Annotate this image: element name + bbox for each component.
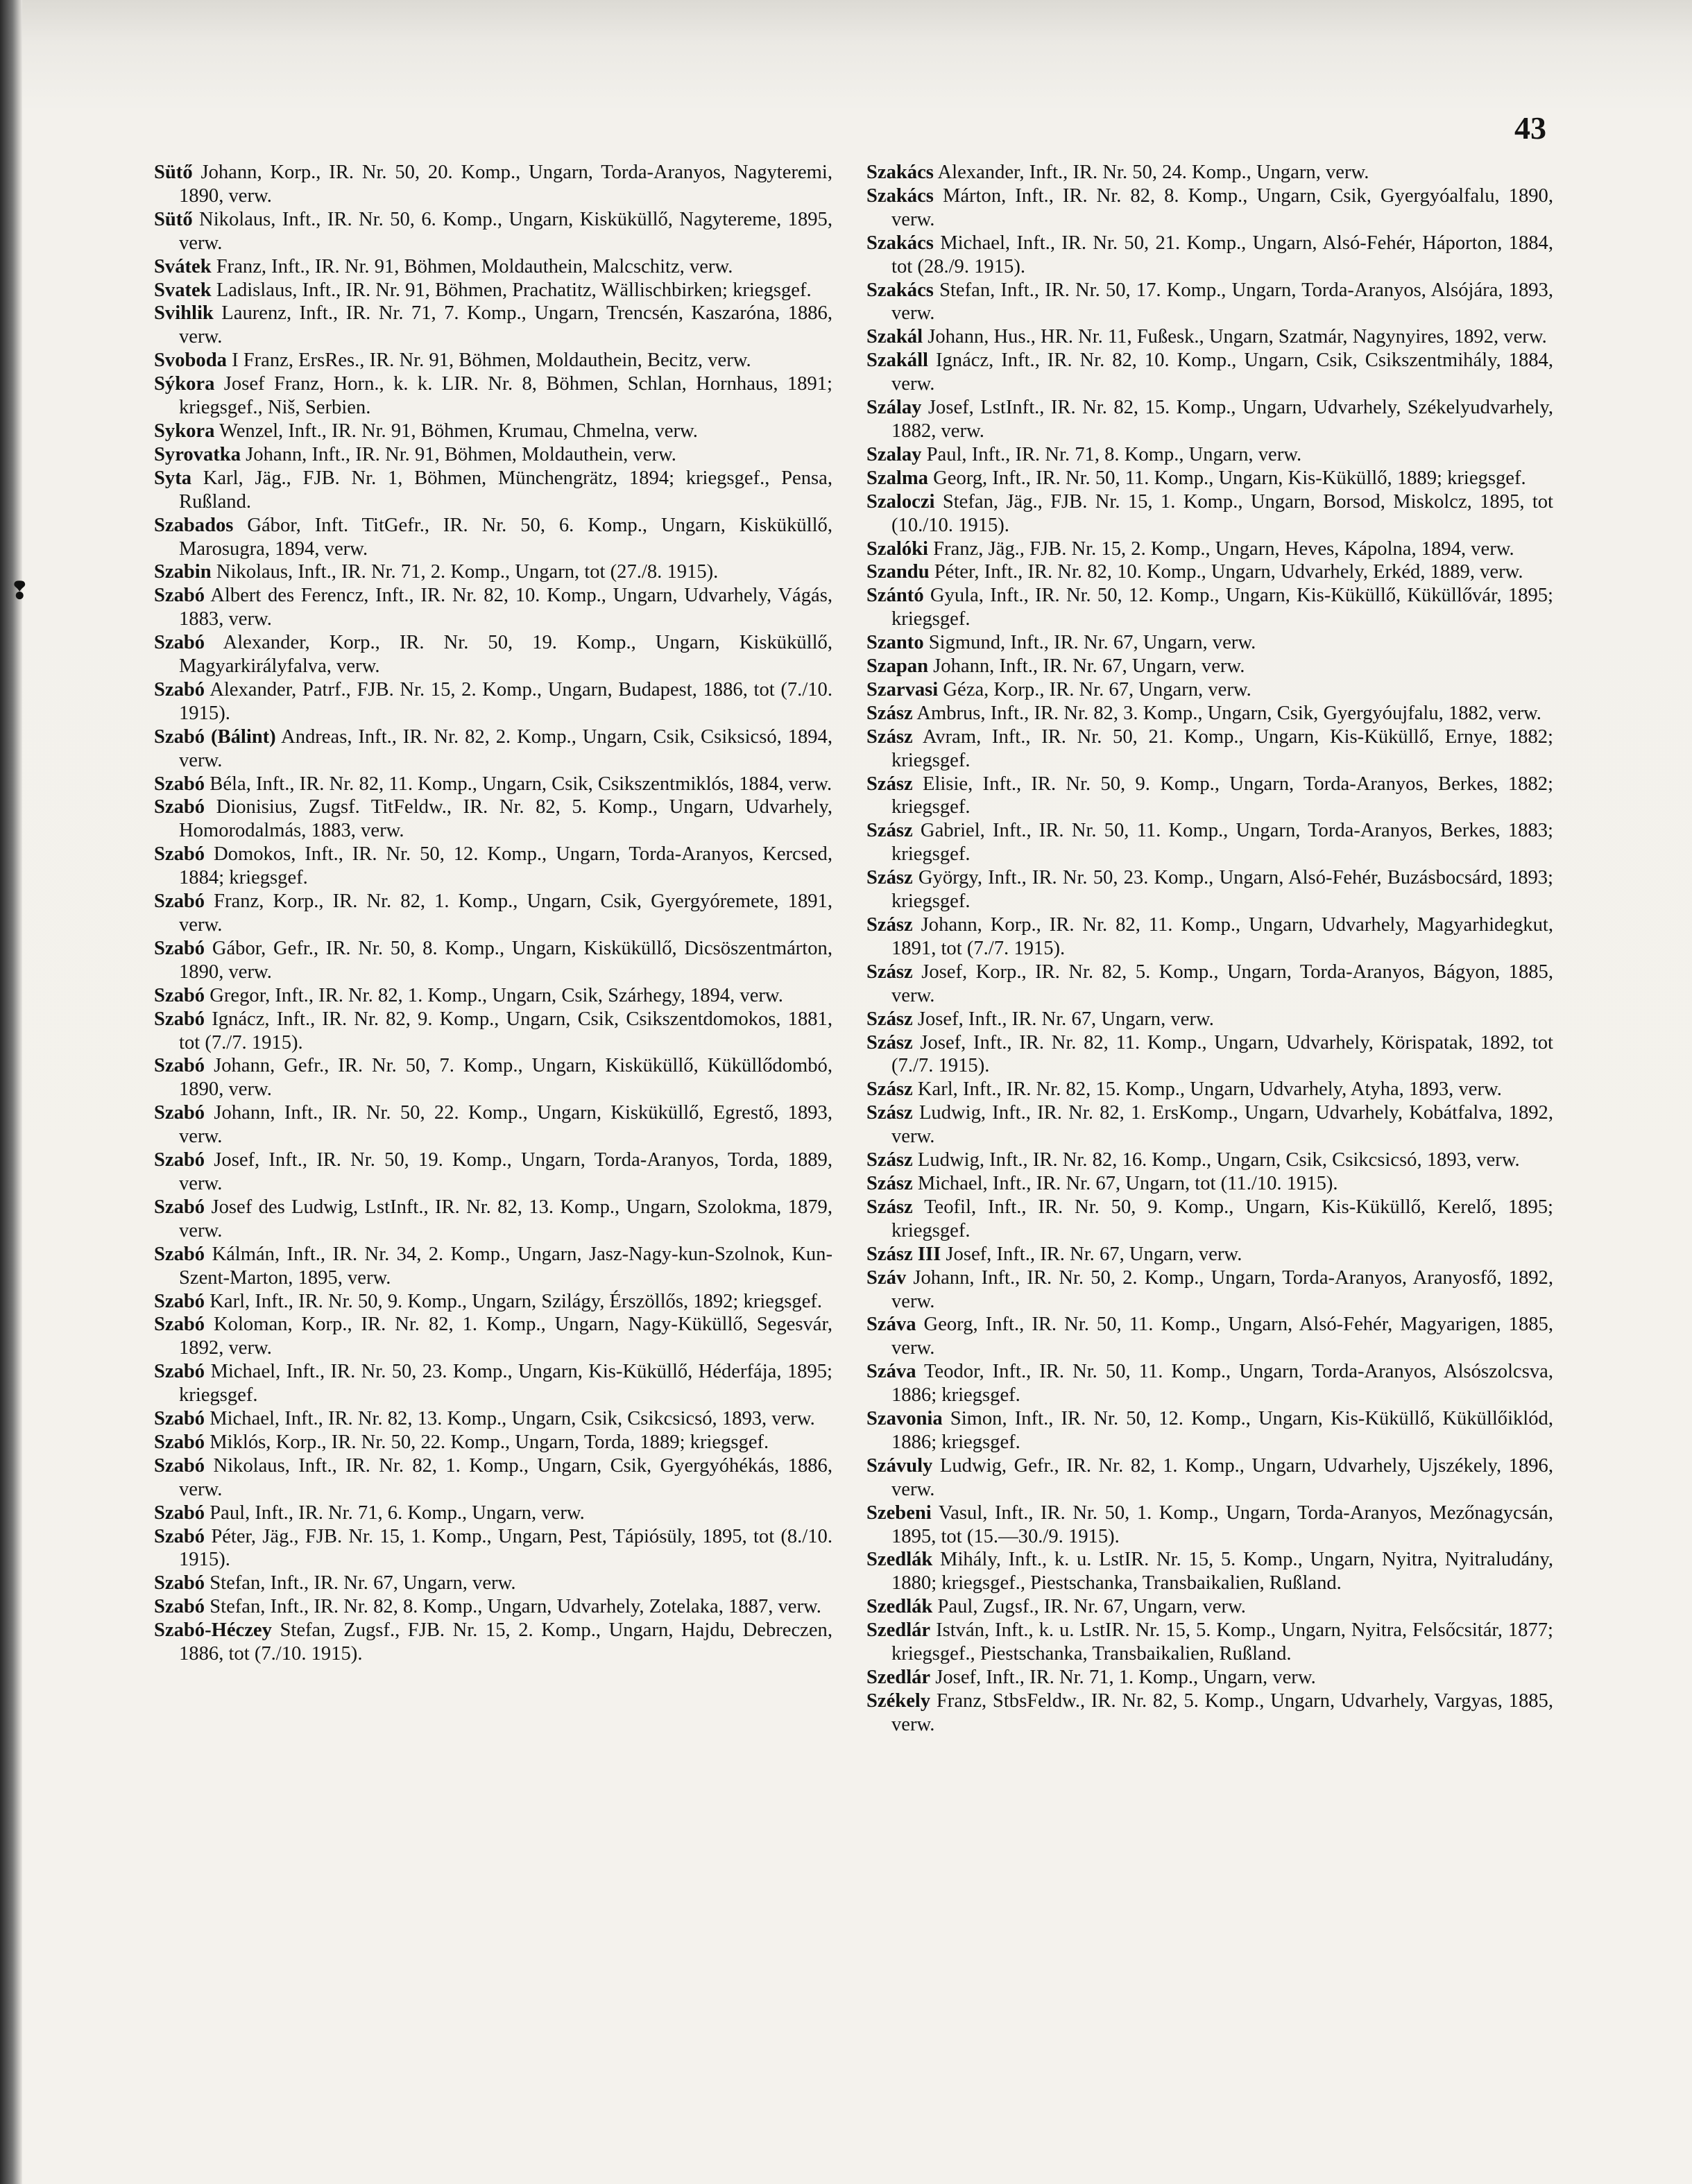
entry-details: Simon, Inft., IR. Nr. 50, 12. Komp., Ungarn, Kis-Küküllő, Küküllőiklód, 1886; kriegsgef. xyxy=(891,1408,1553,1453)
entry-surname: Szabó xyxy=(154,1408,205,1430)
entry-details: Michael, Inft., IR. Nr. 82, 13. Komp., Ungarn, Csik, Csikcsicsó, 1893, verw. xyxy=(210,1408,815,1430)
entry-surname: Szász xyxy=(866,1172,913,1194)
entry-details: Gyula, Inft., IR. Nr. 50, 12. Komp., Ungarn, Kis-Küküllő, Küküllővár, 1895; kriegsgef. xyxy=(891,585,1554,630)
casualty-entry xyxy=(154,937,832,984)
casualty-entry xyxy=(154,1525,832,1572)
casualty-entry xyxy=(866,1619,1553,1666)
casualty-entry xyxy=(866,161,1553,184)
casualty-entry xyxy=(154,1196,832,1243)
entry-surname: Szabó xyxy=(154,1525,205,1547)
right-column xyxy=(866,161,1553,1737)
entry-details: Nikolaus, Inft., IR. Nr. 50, 6. Komp., Ungarn, Kisküküllő, Nagytereme, 1895, verw. xyxy=(179,208,832,254)
entry-details: István, Inft., k. u. LstIR. Nr. 15, 5. Komp., Ungarn, Nyitra, Felsőcsitár, 1877; kriegsgef., Piestschanka, Transbaikalien, Rußland. xyxy=(891,1619,1553,1665)
casualty-entry xyxy=(866,584,1553,631)
entry-details: Alexander, Korp., IR. Nr. 50, 19. Komp., Ungarn, Kisküküllő, Magyarkirályfalva, verw. xyxy=(179,632,832,678)
entry-surname: Szakács xyxy=(866,162,934,183)
entry-details: Johann, Korp., IR. Nr. 82, 11. Komp., Ungarn, Udvarhely, Magyarhidegkut, 1891, tot (7./7. 1915). xyxy=(891,914,1553,959)
entry-surname: Szabó (Bálint) xyxy=(154,725,276,748)
entry-details: Karl, Inft., IR. Nr. 82, 15. Komp., Ungarn, Udvarhely, Atyha, 1893, verw. xyxy=(917,1078,1502,1101)
entry-surname: Szász xyxy=(866,961,913,983)
entry-surname: Sýkora xyxy=(154,373,215,395)
entry-details: Karl, Inft., IR. Nr. 50, 9. Komp., Ungarn, Szilágy, Érszöllős, 1892; kriegsgef. xyxy=(210,1290,823,1312)
entry-surname: Szakács xyxy=(866,184,934,207)
entry-surname: Szakáll xyxy=(866,350,928,372)
casualty-entry xyxy=(154,372,832,420)
casualty-entry xyxy=(866,725,1553,773)
casualty-entry xyxy=(866,490,1553,538)
entry-details: Wenzel, Inft., IR. Nr. 91, Böhmen, Krumau, Chmelna, verw. xyxy=(219,420,698,442)
casualty-entry xyxy=(866,1031,1553,1078)
entry-surname: Szász xyxy=(866,1008,913,1030)
entry-details: Johann, Inft., IR. Nr. 50, 2. Komp., Ungarn, Torda-Aranyos, Aranyosfő, 1892, verw. xyxy=(891,1266,1553,1312)
casualty-entry xyxy=(866,1078,1553,1101)
entry-details: Georg, Inft., IR. Nr. 50, 11. Komp., Ungarn, Alsó-Fehér, Magyarigen, 1885, verw. xyxy=(891,1314,1554,1359)
entry-surname: Szabó xyxy=(154,632,205,654)
entry-surname: Szaloczi xyxy=(866,490,935,513)
entry-surname: Szász xyxy=(866,1196,913,1218)
entry-surname: Szavonia xyxy=(866,1408,943,1430)
casualty-entry xyxy=(154,1572,832,1595)
entry-details: Johann, Korp., IR. Nr. 50, 20. Komp., Ungarn, Torda-Aranyos, Nagyteremi, 1890, verw. xyxy=(179,162,832,207)
entry-surname: Szálay xyxy=(866,397,922,419)
entry-details: Josef Franz, Horn., k. k. LIR. Nr. 8, Böhmen, Schlan, Hornhaus, 1891; kriegsgef., Niš, Serbien. xyxy=(179,373,832,419)
entry-details: Michael, Inft., IR. Nr. 67, Ungarn, tot (11./10. 1915). xyxy=(917,1172,1338,1194)
entry-details: Josef, Inft., IR. Nr. 67, Ungarn, verw. xyxy=(917,1008,1214,1030)
casualty-entry xyxy=(866,866,1553,913)
casualty-entry xyxy=(866,1008,1553,1031)
casualty-entry xyxy=(154,678,832,725)
entry-details: Ignácz, Inft., IR. Nr. 82, 9. Komp., Ungarn, Csik, Csikszentdomokos, 1881, tot (7./7. 1915). xyxy=(179,1008,832,1054)
entry-details: Karl, Jäg., FJB. Nr. 1, Böhmen, Münchengrätz, 1894; kriegsgef., Pensa, Rußland. xyxy=(179,467,832,513)
casualty-entry xyxy=(154,631,832,678)
entry-surname: Szabó xyxy=(154,585,205,607)
entry-details: Paul, Inft., IR. Nr. 71, 6. Komp., Ungarn, verw. xyxy=(210,1502,585,1524)
entry-details: Paul, Zugsf., IR. Nr. 67, Ungarn, verw. xyxy=(937,1596,1246,1618)
scan-edge xyxy=(0,0,22,2184)
casualty-entry xyxy=(866,396,1553,443)
entry-details: Paul, Inft., IR. Nr. 71, 8. Komp., Ungarn, verw. xyxy=(926,443,1302,465)
entry-details: Stefan, Zugsf., FJB. Nr. 15, 2. Komp., Ungarn, Hajdu, Debreczen, 1886, tot (7./10. 1915). xyxy=(179,1619,832,1665)
entry-surname: Szász xyxy=(866,1031,913,1054)
entry-surname: Svoboda xyxy=(154,350,227,372)
entry-details: Alexander, Patrf., FJB. Nr. 15, 2. Komp., Ungarn, Budapest, 1886, tot (7./10. 1915). xyxy=(179,678,832,724)
entry-surname: Szabó xyxy=(154,1008,205,1030)
casualty-entry xyxy=(866,1266,1553,1314)
entry-details: Géza, Korp., IR. Nr. 67, Ungarn, verw. xyxy=(943,678,1251,700)
entry-surname: Szász xyxy=(866,1102,913,1124)
casualty-entry xyxy=(154,984,832,1008)
casualty-entry xyxy=(866,1196,1553,1243)
entry-surname: Szabó xyxy=(154,1196,205,1218)
entry-details: Franz, StbsFeldw., IR. Nr. 82, 5. Komp., Ungarn, Udvarhely, Vargyas, 1885, verw. xyxy=(891,1689,1553,1735)
entry-surname: Szabó xyxy=(154,1361,205,1383)
entry-details: Ladislaus, Inft., IR. Nr. 91, Böhmen, Prachatitz, Wällischbirken; kriegsgef. xyxy=(216,279,812,301)
casualty-entry xyxy=(154,1407,832,1431)
entry-surname: Szász xyxy=(866,820,913,842)
casualty-entry xyxy=(866,1360,1553,1407)
entry-surname: Szalay xyxy=(866,443,922,465)
entry-surname: Szabó xyxy=(154,1454,205,1477)
casualty-entry xyxy=(154,584,832,631)
casualty-entry xyxy=(866,655,1553,678)
entry-details: Stefan, Inft., IR. Nr. 50, 17. Komp., Ungarn, Torda-Aranyos, Alsójára, 1893, verw. xyxy=(891,279,1554,325)
entry-details: Márton, Inft., IR. Nr. 82, 8. Komp., Ungarn, Csik, Gyergyóalfalu, 1890, verw. xyxy=(891,184,1553,230)
entry-surname: Szapan xyxy=(866,655,928,678)
entry-surname: Szabó xyxy=(154,1502,205,1524)
entry-details: Michael, Inft., IR. Nr. 50, 21. Komp., Ungarn, Alsó-Fehér, Háporton, 1884, tot (28./9. 1915). xyxy=(891,232,1553,277)
casualty-entry xyxy=(866,1407,1553,1454)
entry-surname: Szász xyxy=(866,702,913,724)
entry-details: Johann, Inft., IR. Nr. 91, Böhmen, Moldauthein, verw. xyxy=(246,443,676,465)
casualty-entry xyxy=(154,725,832,773)
casualty-entry xyxy=(866,443,1553,467)
entry-surname: Szalma xyxy=(866,467,928,489)
entry-details: Mihály, Inft., k. u. LstIR. Nr. 15, 5. Komp., Ungarn, Nyitra, Nyitraludány, 1880; kriegsgef., Piestschanka, Transbaikalien, Rußland. xyxy=(891,1549,1553,1594)
casualty-entry xyxy=(154,1054,832,1101)
entry-surname: Szabó xyxy=(154,1431,205,1453)
entry-surname: Szedlár xyxy=(866,1619,931,1642)
entry-details: Michael, Inft., IR. Nr. 50, 23. Komp., Ungarn, Kis-Küküllő, Héderfája, 1895; kriegsgef. xyxy=(179,1361,832,1407)
entry-surname: Svatek xyxy=(154,279,212,301)
entry-surname: Székely xyxy=(866,1689,931,1712)
casualty-entry xyxy=(154,1360,832,1407)
entry-surname: Szász xyxy=(866,914,913,936)
entry-details: Nikolaus, Inft., IR. Nr. 71, 2. Komp., Ungarn, tot (27./8. 1915). xyxy=(216,561,719,583)
entry-details: Josef des Ludwig, LstInft., IR. Nr. 82, 13. Komp., Ungarn, Szolokma, 1879, verw. xyxy=(179,1196,832,1241)
entry-details: Péter, Inft., IR. Nr. 82, 10. Komp., Ungarn, Udvarhely, Erkéd, 1889, verw. xyxy=(934,561,1523,583)
entry-details: Gábor, Inft. TitGefr., IR. Nr. 50, 6. Komp., Ungarn, Kisküküllő, Marosugra, 1894, verw. xyxy=(179,514,832,560)
entry-surname: Szász xyxy=(866,867,913,889)
casualty-entry xyxy=(866,232,1553,279)
page-number: 43 xyxy=(1514,110,1546,146)
casualty-entry xyxy=(154,1008,832,1055)
entry-surname: Szász xyxy=(866,725,913,748)
entry-details: Vasul, Inft., IR. Nr. 50, 1. Komp., Ungarn, Torda-Aranyos, Mezőnagycsán, 1895, tot (15.—30./9. 1915). xyxy=(891,1502,1553,1547)
entry-details: Ludwig, Inft., IR. Nr. 82, 1. ErsKomp., Ungarn, Udvarhely, Kobátfalva, 1892, verw. xyxy=(891,1102,1553,1148)
entry-details: Dionisius, Zugsf. TitFeldw., IR. Nr. 82, 5. Komp., Ungarn, Udvarhely, Homorodalmás, 1883, verw. xyxy=(179,796,833,842)
entry-surname: Szász xyxy=(866,773,913,795)
entry-details: I Franz, ErsRes., IR. Nr. 91, Böhmen, Moldauthein, Becitz, verw. xyxy=(232,350,751,372)
entry-details: Franz, Inft., IR. Nr. 91, Böhmen, Moldauthein, Malcschitz, verw. xyxy=(216,255,733,277)
entry-surname: Szabó xyxy=(154,1572,205,1594)
entry-surname: Syta xyxy=(154,467,192,489)
casualty-entry xyxy=(154,1149,832,1196)
entry-details: Elisie, Inft., IR. Nr. 50, 9. Komp., Ungarn, Torda-Aranyos, Berkes, 1882; kriegsgef. xyxy=(891,773,1553,818)
casualty-entry xyxy=(866,702,1553,725)
casualty-entry xyxy=(866,1548,1553,1595)
casualty-entry xyxy=(154,1101,832,1149)
casualty-entry xyxy=(866,1313,1553,1360)
entry-surname: Szávuly xyxy=(866,1454,933,1477)
casualty-entry xyxy=(866,1689,1553,1737)
entry-surname: Svátek xyxy=(154,255,212,277)
casualty-entry xyxy=(866,325,1553,349)
entry-surname: Szabó xyxy=(154,678,205,700)
casualty-entry xyxy=(154,1619,832,1666)
entry-surname: Szedlár xyxy=(866,1667,931,1688)
entry-details: Sigmund, Inft., IR. Nr. 67, Ungarn, verw. xyxy=(928,632,1256,654)
entry-details: Béla, Inft., IR. Nr. 82, 11. Komp., Ungarn, Csik, Csikszentmiklós, 1884, verw. xyxy=(210,773,832,795)
casualty-entry xyxy=(154,161,832,208)
entry-details: Miklós, Korp., IR. Nr. 50, 22. Komp., Ungarn, Torda, 1889; kriegsgef. xyxy=(210,1431,769,1453)
entry-details: Franz, Jäg., FJB. Nr. 15, 2. Komp., Ungarn, Heves, Kápolna, 1894, verw. xyxy=(933,538,1514,560)
casualty-entry xyxy=(866,773,1553,820)
casualty-entry xyxy=(866,538,1553,561)
entry-details: Gregor, Inft., IR. Nr. 82, 1. Komp., Ungarn, Csik, Szárhegy, 1894, verw. xyxy=(210,984,783,1006)
casualty-entry xyxy=(866,1666,1553,1689)
entry-details: Josef, Inft., IR. Nr. 67, Ungarn, verw. xyxy=(946,1243,1242,1265)
entry-surname: Svihlik xyxy=(154,302,214,325)
entry-surname: Szakács xyxy=(866,232,934,254)
entry-surname: Szabó xyxy=(154,937,205,959)
casualty-entry xyxy=(154,1243,832,1290)
entry-surname: Szabados xyxy=(154,514,234,536)
entry-details: Josef, LstInft., IR. Nr. 82, 15. Komp., Ungarn, Udvarhely, Székelyudvarhely, 1882, verw. xyxy=(891,397,1553,442)
entry-surname: Sütő xyxy=(154,162,193,183)
entry-surname: Syrovatka xyxy=(154,443,241,465)
entry-details: Gábor, Gefr., IR. Nr. 50, 8. Komp., Ungarn, Kisküküllő, Dicsöszentmárton, 1890, verw. xyxy=(179,937,832,983)
casualty-entry xyxy=(154,890,832,937)
entry-surname: Szabó xyxy=(154,891,205,913)
casualty-entry xyxy=(154,279,832,302)
entry-surname: Szabó xyxy=(154,796,205,818)
casualty-entry xyxy=(866,1454,1553,1502)
casualty-entry xyxy=(154,1454,832,1502)
casualty-entry xyxy=(154,420,832,443)
casualty-entry xyxy=(154,208,832,255)
casualty-entry xyxy=(866,560,1553,584)
entry-details: Péter, Jäg., FJB. Nr. 15, 1. Komp., Ungarn, Pest, Tápiósüly, 1895, tot (8./10. 1915). xyxy=(179,1525,832,1571)
casualty-entry xyxy=(154,443,832,467)
entry-details: Stefan, Inft., IR. Nr. 67, Ungarn, verw. xyxy=(210,1572,516,1594)
entry-surname: Szabó-Héczey xyxy=(154,1619,272,1642)
entry-surname: Szalóki xyxy=(866,538,928,560)
casualty-entry xyxy=(866,1243,1553,1266)
entry-surname: Szabó xyxy=(154,1290,205,1312)
entry-details: Ignácz, Inft., IR. Nr. 82, 10. Komp., Ungarn, Csik, Csikszentmihály, 1884, verw. xyxy=(891,350,1553,395)
entry-details: Ambrus, Inft., IR. Nr. 82, 3. Komp., Ungarn, Csik, Gyergyóujfalu, 1882, verw. xyxy=(916,702,1541,724)
entry-details: Josef, Inft., IR. Nr. 71, 1. Komp., Ungarn, verw. xyxy=(935,1667,1316,1688)
entry-surname: Szedlák xyxy=(866,1549,933,1571)
casualty-entry xyxy=(154,1313,832,1360)
entry-surname: Szabó xyxy=(154,984,205,1006)
entry-surname: Szabó xyxy=(154,843,205,866)
entry-details: Laurenz, Inft., IR. Nr. 71, 7. Komp., Ungarn, Trencsén, Kaszaróna, 1886, verw. xyxy=(179,302,832,348)
casualty-entry xyxy=(154,773,832,796)
entry-surname: Szabó xyxy=(154,1596,205,1618)
entry-details: Teodor, Inft., IR. Nr. 50, 11. Komp., Ungarn, Torda-Aranyos, Alsószolcsva, 1886; kriegsgef. xyxy=(891,1361,1553,1407)
entry-details: Koloman, Korp., IR. Nr. 82, 1. Komp., Ungarn, Nagy-Küküllő, Segesvár, 1892, verw. xyxy=(179,1314,832,1359)
casualty-entry xyxy=(866,1502,1553,1549)
entry-surname: Szász xyxy=(866,1149,913,1171)
entry-details: Kálmán, Inft., IR. Nr. 34, 2. Komp., Ungarn, Jasz-Nagy-kun-Szolnok, Kun-Szent-Marton, 1895, verw. xyxy=(179,1243,832,1289)
entry-details: Andreas, Inft., IR. Nr. 82, 2. Komp., Ungarn, Csik, Csiksicsó, 1894, verw. xyxy=(179,725,833,771)
casualty-entry xyxy=(866,184,1553,232)
entry-details: Josef, Inft., IR. Nr. 82, 11. Komp., Ungarn, Udvarhely, Körispatak, 1892, tot (7./7. 1915). xyxy=(891,1031,1554,1077)
casualty-entry xyxy=(154,796,832,843)
entry-details: Johann, Inft., IR. Nr. 50, 22. Komp., Ungarn, Kisküküllő, Egrestő, 1893, verw. xyxy=(179,1102,832,1148)
entry-surname: Sütő xyxy=(154,208,193,230)
casualty-entry xyxy=(866,1149,1553,1172)
entry-surname: Szabó xyxy=(154,1243,205,1265)
casualty-entry xyxy=(866,1101,1553,1149)
casualty-entry xyxy=(866,961,1553,1008)
casualty-entry xyxy=(154,1502,832,1525)
casualty-entry xyxy=(154,843,832,890)
casualty-entry xyxy=(866,349,1553,396)
entry-surname: Szabó xyxy=(154,773,205,795)
entry-surname: Sykora xyxy=(154,420,215,442)
casualty-entry xyxy=(866,467,1553,490)
entry-details: Stefan, Inft., IR. Nr. 82, 8. Komp., Ungarn, Udvarhely, Zotelaka, 1887, verw. xyxy=(210,1596,821,1618)
casualty-entry xyxy=(154,1431,832,1454)
entry-details: Franz, Korp., IR. Nr. 82, 1. Komp., Ungarn, Csik, Gyergyóremete, 1891, verw. xyxy=(179,891,832,936)
casualty-entry xyxy=(154,302,832,349)
casualty-entry xyxy=(866,913,1553,961)
casualty-entry xyxy=(866,819,1553,866)
entry-surname: Száva xyxy=(866,1361,916,1383)
casualty-entry xyxy=(154,1595,832,1619)
entry-details: Josef, Korp., IR. Nr. 82, 5. Komp., Ungarn, Torda-Aranyos, Bágyon, 1885, verw. xyxy=(891,961,1554,1006)
entry-surname: Szabó xyxy=(154,1102,205,1124)
entry-details: Ludwig, Gefr., IR. Nr. 82, 1. Komp., Ungarn, Udvarhely, Ujszékely, 1896, verw. xyxy=(891,1454,1553,1500)
casualty-entry xyxy=(154,560,832,584)
entry-details: Alexander, Inft., IR. Nr. 50, 24. Komp., Ungarn, verw. xyxy=(937,162,1369,183)
entry-surname: Szabin xyxy=(154,561,212,583)
casualty-entry xyxy=(866,678,1553,702)
entry-details: Josef, Inft., IR. Nr. 50, 19. Komp., Ungarn, Torda-Aranyos, Torda, 1889, verw. xyxy=(179,1149,832,1194)
casualty-entry xyxy=(866,279,1553,326)
casualty-entry xyxy=(154,467,832,514)
entry-surname: Szandu xyxy=(866,561,930,583)
entry-surname: Szakács xyxy=(866,279,934,301)
casualty-entry xyxy=(866,1595,1553,1619)
entry-details: Gabriel, Inft., IR. Nr. 50, 11. Komp., Ungarn, Torda-Aranyos, Berkes, 1883; kriegsgef. xyxy=(891,820,1553,866)
entry-surname: Szántó xyxy=(866,585,924,607)
entry-details: Stefan, Jäg., FJB. Nr. 15, 1. Komp., Ungarn, Borsod, Miskolcz, 1895, tot (10./10. 1915). xyxy=(891,490,1553,536)
casualty-entry xyxy=(154,349,832,372)
entry-details: Domokos, Inft., IR. Nr. 50, 12. Komp., Ungarn, Torda-Aranyos, Kercsed, 1884; kriegsgef. xyxy=(179,843,832,889)
casualty-entry xyxy=(154,1290,832,1314)
entry-details: Johann, Hus., HR. Nr. 11, Fußesk., Ungarn, Szatmár, Nagynyires, 1892, verw. xyxy=(928,326,1547,348)
margin-mark: ❢ xyxy=(10,578,30,604)
entry-surname: Szász xyxy=(866,1078,913,1101)
entry-surname: Szarvasi xyxy=(866,678,939,700)
entry-details: Johann, Inft., IR. Nr. 67, Ungarn, verw. xyxy=(933,655,1245,678)
entry-surname: Szedlák xyxy=(866,1596,933,1618)
entry-details: Albert des Ferencz, Inft., IR. Nr. 82, 10. Komp., Ungarn, Udvarhely, Vágás, 1883, verw. xyxy=(179,585,832,630)
casualty-entry xyxy=(154,514,832,561)
entry-details: György, Inft., IR. Nr. 50, 23. Komp., Ungarn, Alsó-Fehér, Buzásbocsárd, 1893; kriegsgef. xyxy=(891,867,1553,913)
entry-surname: Szabó xyxy=(154,1055,205,1077)
left-column xyxy=(154,161,832,1666)
casualty-entry xyxy=(866,631,1553,655)
entry-surname: Szanto xyxy=(866,632,924,654)
casualty-entry xyxy=(154,255,832,279)
entry-details: Teofil, Inft., IR. Nr. 50, 9. Komp., Ungarn, Kis-Küküllő, Kerelő, 1895; kriegsgef. xyxy=(891,1196,1553,1241)
entry-surname: Szabó xyxy=(154,1149,205,1171)
entry-surname: Szász III xyxy=(866,1243,941,1265)
entry-surname: Szebeni xyxy=(866,1502,932,1524)
entry-details: Ludwig, Inft., IR. Nr. 82, 16. Komp., Ungarn, Csik, Csikcsicsó, 1893, verw. xyxy=(917,1149,1520,1171)
entry-surname: Száva xyxy=(866,1314,916,1336)
casualty-entry xyxy=(866,1172,1553,1196)
entry-surname: Szabó xyxy=(154,1314,205,1336)
entry-surname: Száv xyxy=(866,1266,907,1289)
entry-surname: Szakál xyxy=(866,326,923,348)
entry-details: Nikolaus, Inft., IR. Nr. 82, 1. Komp., Ungarn, Csik, Gyergyóhékás, 1886, verw. xyxy=(179,1454,832,1500)
entry-details: Avram, Inft., IR. Nr. 50, 21. Komp., Ungarn, Kis-Küküllő, Ernye, 1882; kriegsgef. xyxy=(891,725,1553,771)
entry-details: Georg, Inft., IR. Nr. 50, 11. Komp., Ungarn, Kis-Küküllő, 1889; kriegsgef. xyxy=(933,467,1526,489)
entry-details: Johann, Gefr., IR. Nr. 50, 7. Komp., Ungarn, Kisküküllő, Küküllődombó, 1890, verw. xyxy=(179,1055,832,1101)
